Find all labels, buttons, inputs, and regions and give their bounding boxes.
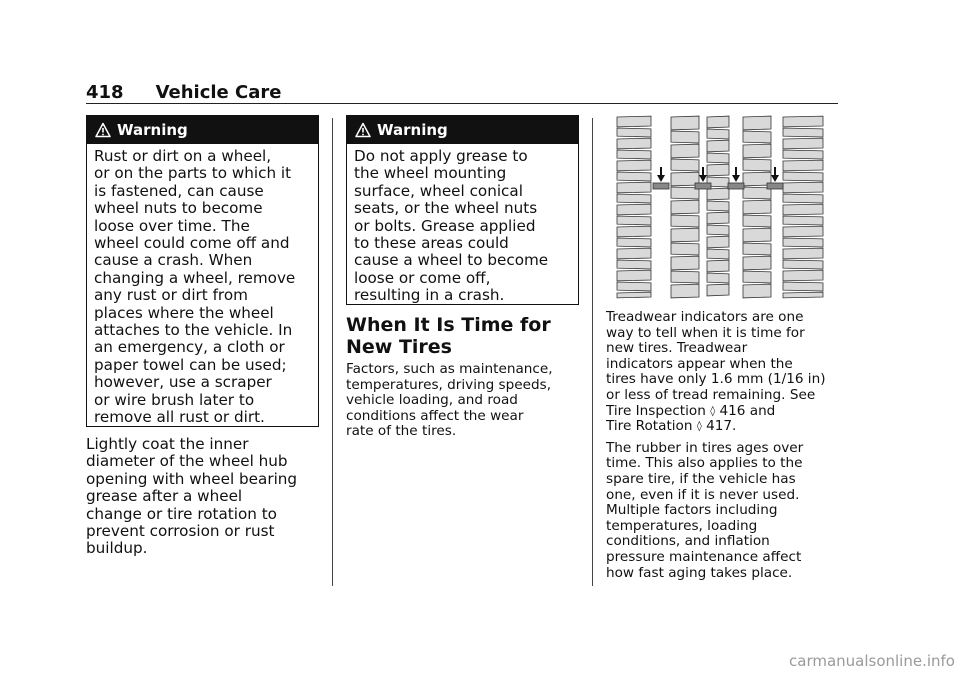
warning-box-grease: [346, 115, 579, 305]
tread-block: [783, 138, 823, 149]
tread-block: [783, 282, 823, 291]
tread-block: [671, 159, 699, 171]
down-arrow-icon: [657, 175, 665, 182]
tread-block: [707, 116, 729, 128]
tread-block: [783, 238, 823, 247]
watermark: carmanualsonline.info: [789, 652, 955, 670]
tread-block: [671, 131, 699, 143]
warning-title: Warning: [377, 121, 448, 139]
tread-block: [743, 256, 771, 270]
warning-header: [347, 116, 578, 144]
tread-block: [671, 200, 699, 214]
tread-block: [743, 215, 771, 227]
wear-bar: [653, 183, 669, 189]
tire-aging-paragraph: The rubber in tires ages over time. This also applies to the spare tire, if the vehicle has one, even if it is never used. Multiple factors including temperatures, loading conditions, and inflation pressure maintenance affect how fast aging takes place.: [606, 439, 804, 581]
tread-block: [783, 226, 823, 237]
down-arrow-icon: [699, 175, 707, 182]
tread-block: [707, 260, 729, 272]
tread-block: [617, 116, 651, 127]
section-title: Vehicle Care: [155, 81, 282, 103]
tread-block: [617, 270, 651, 281]
header-divider: [86, 103, 838, 104]
tread-block: [617, 260, 651, 269]
tread-block: [783, 150, 823, 159]
page-reference-icon: ◊: [696, 421, 702, 433]
tread-block: [743, 144, 771, 158]
tread-block: [707, 164, 729, 176]
tread-block: [671, 228, 699, 242]
tread-block: [617, 248, 651, 259]
tread-block: [671, 243, 699, 255]
section-heading-new-tires: When It Is Time for New Tires: [346, 314, 551, 358]
tread-block: [783, 204, 823, 215]
tread-block: [743, 228, 771, 242]
tread-block: [783, 172, 823, 181]
tread-block: [617, 128, 651, 137]
tread-block: [783, 292, 823, 298]
tread-block: [743, 271, 771, 283]
tread-block: [707, 140, 729, 152]
warning-triangle-icon: [355, 122, 371, 138]
tread-block: [783, 216, 823, 225]
tread-block: [743, 200, 771, 214]
column-divider-left: [332, 118, 333, 586]
tread-block: [671, 284, 699, 298]
down-arrow-icon: [771, 175, 779, 182]
warning-triangle-icon: [95, 122, 111, 138]
tread-block: [617, 160, 651, 171]
tread-block: [617, 292, 651, 298]
tread-block: [617, 182, 651, 193]
warning-text: Do not apply grease to the wheel mounting surface, wheel conical seats, or the wheel nuts or bolts. Grease applied to these areas could cause a wheel to become loose or come off, resulting in a crash.: [354, 147, 549, 305]
treadwear-indicator-illustration: [615, 115, 827, 300]
tread-block: [617, 138, 651, 149]
tread-block: [743, 131, 771, 143]
tread-block: [707, 188, 729, 200]
tread-block: [617, 172, 651, 181]
tread-block: [707, 129, 729, 139]
tread-block: [671, 144, 699, 158]
tread-block: [671, 271, 699, 283]
tread-block: [617, 238, 651, 247]
tread-block: [783, 182, 823, 193]
tread-block: [671, 256, 699, 270]
treadwear-paragraph: Treadwear indicators are one way to tell when it is time for new tires. Treadwear indicators appear when the tires have only 1.6 mm (1/16 in) or less of tread remaining. See Tire Inspection ◊ 416 and Tire Rotation ◊ 417. The rubber in tires ages over time. This also applies to the spare tire, if the vehicle has one, even if it is never used. Multiple factors including temperatures, loading conditions, and inflation pressure maintenance affect how fast aging takes place.: [606, 310, 842, 587]
tread-block: [783, 260, 823, 269]
tread-block: [617, 226, 651, 237]
warning-text: Rust or dirt on a wheel, or on the parts to which it is fastened, can cause wheel nuts to become loose over time. The wheel could come off and cause a crash. When changing a wheel, remove any rust or dirt from places where the wheel attaches to the vehicle. In an emergency, a cloth or paper towel can be used; however, use a scraper or wire brush later to remove all rust or dirt.: [94, 147, 296, 427]
tread-block: [743, 116, 771, 130]
tread-block: [617, 150, 651, 159]
tread-block: [783, 160, 823, 171]
tire-wear-factors-paragraph: Factors, such as maintenance, temperatures, driving speeds, vehicle loading, and road conditions affect the wear rate of the tires.: [346, 361, 553, 440]
tread-block: [707, 153, 729, 163]
tire-inspection-link[interactable]: Tire Inspection: [606, 402, 706, 419]
tread-block: [617, 204, 651, 215]
warning-header: [87, 116, 318, 144]
page-reference-icon: ◊: [710, 405, 716, 417]
tread-block: [783, 128, 823, 137]
tread-block: [707, 284, 729, 296]
tread-block: [743, 284, 771, 298]
tread-block: [707, 212, 729, 224]
tread-block: [707, 249, 729, 259]
grease-hub-paragraph: Lightly coat the inner diameter of the wheel hub opening with wheel bearing grease after a wheel change or tire rotation to prevent corrosion or rust buildup.: [86, 435, 298, 558]
warning-title: Warning: [117, 121, 188, 139]
tread-block: [783, 248, 823, 259]
wear-bar: [728, 183, 744, 189]
page-number: 418: [86, 81, 124, 103]
column-divider-right: [592, 118, 593, 586]
warning-box-rust: [86, 115, 319, 427]
down-arrow-icon: [732, 175, 740, 182]
tread-block: [671, 215, 699, 227]
tread-block: [671, 116, 699, 130]
tread-block: [783, 194, 823, 203]
tire-rotation-link[interactable]: Tire Rotation: [606, 418, 693, 435]
tread-block: [617, 194, 651, 203]
wear-bar: [695, 183, 711, 189]
page-header: [86, 80, 838, 104]
tread-block: [783, 116, 823, 127]
tread-block: [617, 216, 651, 225]
tread-block: [617, 282, 651, 291]
tread-block: [783, 270, 823, 281]
tread-block: [743, 159, 771, 171]
tread-block: [743, 243, 771, 255]
wear-bar: [767, 183, 783, 189]
tread-block: [707, 236, 729, 248]
tread-block: [707, 225, 729, 235]
tread-block: [707, 273, 729, 283]
tread-block: [707, 201, 729, 211]
